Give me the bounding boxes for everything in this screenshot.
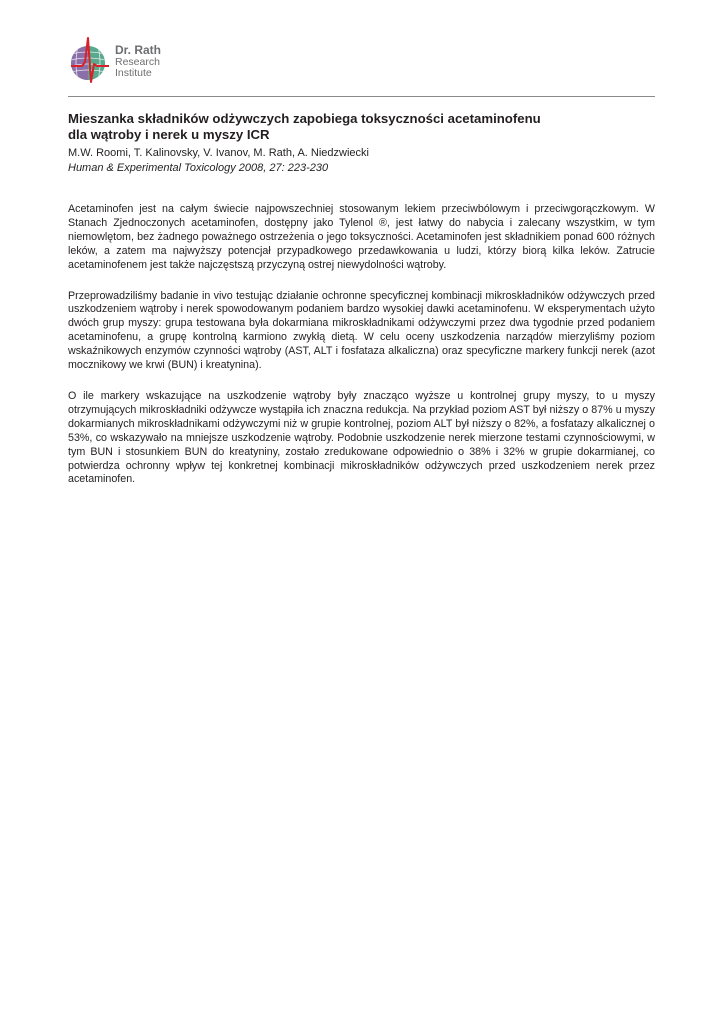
article-title-line1: Mieszanka składników odżywczych zapobiega toksyczności acetaminofenu	[68, 111, 541, 126]
logo-text-line3: Institute	[115, 67, 152, 79]
logo-text-line2: Research	[115, 55, 160, 68]
logo-text-line1: Dr. Rath	[115, 42, 162, 57]
institute-logo	[70, 36, 161, 86]
body-paragraph-1: Acetaminofen jest na całym świecie najpowszechniej stosowanym lekiem przeciwbólowym i przeciwgorączkowym. W Stanach Zjednoczonych acetaminofen, dostępny jako Tylenol ®, jest łatwy do nabycia i zalecany wszystkim, w tym niemowlętom, bez żadnego poważnego ostrzeżenia o jego toksyczności. Acetaminofen jest składnikiem ponad 600 różnych leków, a zatem ma najwyższy potencjał przypadkowego przedawkowania u ludzi, którzy biorą kilka leków. Zatrucie acetaminofenem jest także najczęstszą przyczyną ostrej niewydolności wątroby.	[68, 203, 655, 271]
article-title	[68, 111, 655, 143]
article-title-line2: dla wątroby i nerek u myszy ICR	[68, 127, 270, 142]
globe-pulse-icon	[70, 36, 110, 86]
body-paragraph-2: Przeprowadziliśmy badanie in vivo testując działanie ochronne specyficznej kombinacji mikroskładników odżywczych przed uszkodzeniem wątroby i nerek spowodowanym podaniem bardzo wysokiej dawki acetaminofenu. W eksperymentach użyto dwóch grup myszy: grupa testowana była dokarmiana mikroskładnikami odżywczymi przez dwa tygodnie przed podaniem acetaminofenu, a grupę kontrolną karmiono zwykłą dietą. W celu oceny uszkodzenia narządów mierzyliśmy poziom wskaźnikowych enzymów czynności wątroby (AST, ALT i fosfataza alkaliczna) oraz specyficzne markery funkcji nerek (azot mocznikowy we krwi (BUN) i kreatynina).	[68, 289, 655, 372]
header-divider	[68, 96, 655, 97]
article-body	[68, 203, 655, 504]
logo-wordmark	[115, 43, 161, 80]
body-paragraph-3: O ile markery wskazujące na uszkodzenie wątroby były znacząco wyższe u kontrolnej grupy myszy, to u myszy otrzymujących mikroskładniki odżywcze wystąpiła ich znaczna redukcja. Na przykład poziom AST był niższy o 87% u myszy dokarmianych mikroskładnikami odżywczymi niż w grupie kontrolnej, poziom ALT był niższy o 82%, a fosfatazy alkalicznej o 53%, co wskazywało na mniejsze uszkodzenie wątroby. Podobnie uszkodzenie nerek mierzone testami czynnościowymi, w tym BUN i stosunkiem BUN do kreatyniny, zostało zredukowane odpowiednio o 38% i 32% w grupie dokarmianej, co potwierdza ochronny wpływ tej konkretnej kombinacji mikroskładników odżywczych przed uszkodzeniem nerek przez acetaminofen.	[68, 389, 655, 486]
article-authors: M.W. Roomi, T. Kalinovsky, V. Ivanov, M. Rath, A. Niedzwiecki	[68, 147, 369, 159]
article-header	[68, 111, 655, 175]
article-journal: Human & Experimental Toxicology 2008, 27: 223-230	[68, 162, 329, 174]
